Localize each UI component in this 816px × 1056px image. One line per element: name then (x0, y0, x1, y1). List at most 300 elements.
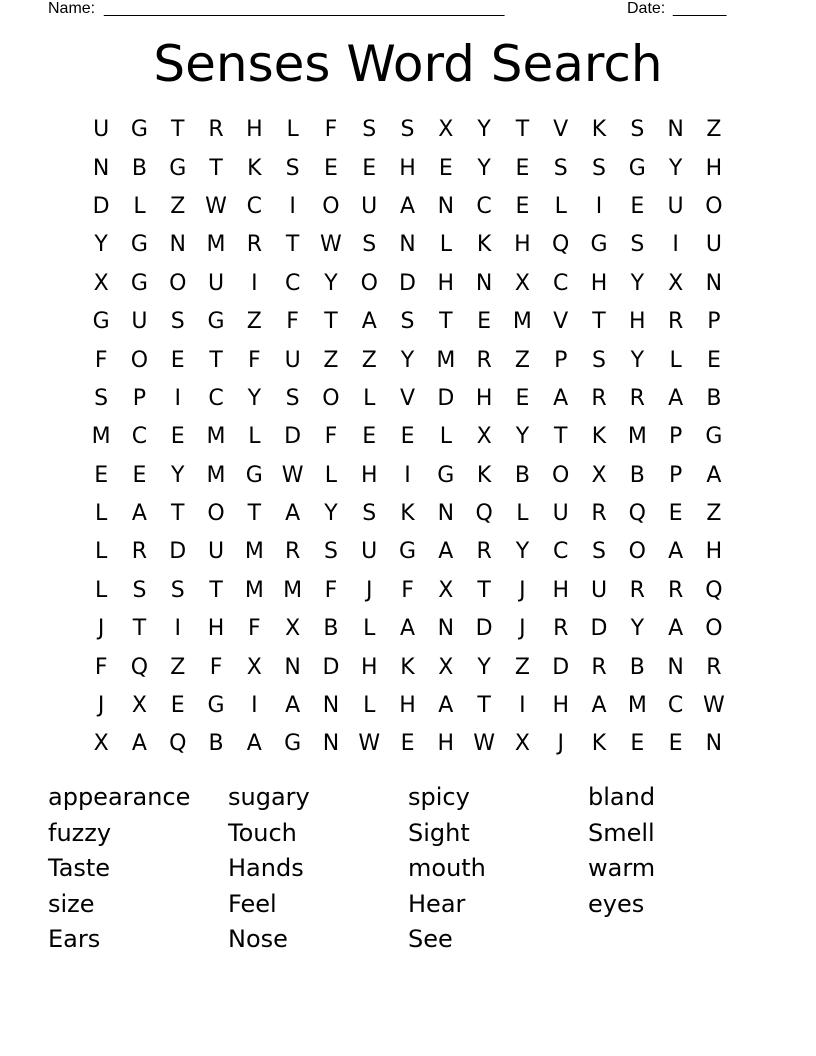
grid-cell: H (514, 232, 531, 258)
grid-cell: H (399, 155, 416, 181)
grid-cell: L (516, 501, 529, 527)
grid-cell: G (169, 155, 187, 181)
grid-cell: L (363, 693, 376, 719)
grid-cell: K (591, 731, 607, 757)
grid-cell: E (515, 385, 530, 411)
grid-cell: A (361, 309, 377, 335)
grid-cell: B (514, 462, 530, 488)
grid-cell: V (553, 117, 569, 143)
grid-cell: Z (323, 347, 339, 373)
grid-cell: Y (324, 501, 338, 527)
word-list-item: Feel (228, 889, 277, 918)
word-list-item: Nose (228, 925, 288, 953)
grid-cell: T (132, 616, 147, 642)
grid-cell: H (552, 577, 569, 603)
grid-cell: D (475, 616, 493, 642)
grid-cell: B (629, 654, 645, 680)
grid-cell: Z (170, 654, 186, 680)
word-list-item: appearance (48, 783, 191, 811)
grid-cell: S (94, 385, 109, 411)
grid-cell: U (552, 501, 569, 527)
grid-cell: P (132, 385, 147, 411)
grid-cell: L (95, 577, 108, 603)
grid-cell: D (399, 270, 416, 296)
grid-cell: U (361, 539, 378, 565)
grid-cell: G (628, 155, 646, 181)
grid-cell: F (248, 616, 261, 642)
grid-cell: S (400, 309, 415, 335)
grid-cell: E (170, 347, 185, 373)
grid-row (82, 111, 734, 149)
grid-cell: X (476, 424, 492, 450)
grid-cell: M (436, 347, 456, 373)
grid-cell: N (475, 270, 493, 296)
grid-cell: N (322, 693, 340, 719)
grid-cell: F (324, 424, 338, 450)
grid-cell: S (362, 117, 377, 143)
grid-cell: T (324, 309, 338, 335)
grid-cell: T (171, 501, 185, 527)
grid-cell: W (205, 193, 227, 219)
grid-cell: E (515, 193, 530, 219)
grid-cell: W (281, 462, 304, 488)
grid-cell: J (97, 693, 105, 719)
grid-cell: D (92, 193, 110, 219)
word-list-item: mouth (408, 854, 486, 882)
grid-cell: R (667, 309, 684, 335)
grid-cell: Z (706, 117, 722, 143)
grid-cell: E (323, 155, 338, 181)
grid-cell: Y (477, 117, 491, 143)
grid-cell: U (705, 232, 722, 258)
grid-cell: S (400, 117, 415, 143)
grid-cell: E (400, 731, 415, 757)
grid-cell: O (360, 270, 378, 296)
grid-cell: A (399, 616, 416, 642)
grid-cell: L (363, 385, 376, 411)
grid-cell: K (476, 462, 492, 488)
grid-cell: F (94, 347, 108, 373)
grid-cell: L (95, 501, 108, 527)
word-list-item: Smell (588, 818, 655, 847)
grid-cell: Q (552, 232, 570, 258)
grid-cell: N (399, 232, 416, 258)
grid-cell: A (438, 539, 454, 565)
grid-cell: Y (630, 616, 645, 642)
grid-cell: S (592, 347, 606, 373)
grid-cell: N (437, 616, 455, 642)
grid-cell: X (591, 462, 607, 488)
grid-cell: A (591, 693, 607, 719)
grid-cell: S (630, 117, 645, 143)
word-list-item: warm (588, 854, 656, 882)
grid-cell: I (251, 270, 258, 296)
grid-cell: F (248, 347, 261, 373)
grid-cell: H (437, 731, 455, 757)
grid-cell: E (438, 155, 453, 181)
grid-cell: U (207, 270, 225, 296)
grid-cell: F (286, 309, 299, 335)
grid-cell: N (169, 232, 186, 258)
grid-cell: M (512, 309, 532, 335)
grid-cell: H (207, 616, 225, 642)
grid-cell: Y (630, 347, 645, 373)
grid-cell: E (170, 693, 185, 719)
grid-cell: H (360, 462, 378, 488)
grid-cell: O (322, 193, 340, 219)
word-list-item: spicy (408, 783, 470, 811)
word-list-item: eyes (588, 889, 645, 918)
grid-cell: M (91, 424, 111, 450)
grid-cell: N (322, 731, 340, 757)
grid-cell: V (399, 385, 416, 411)
grid-cell: R (476, 539, 492, 565)
grid-cell: E (362, 424, 377, 450)
grid-cell: S (285, 155, 300, 181)
grid-cell: T (553, 424, 568, 450)
grid-cell: O (628, 539, 646, 565)
grid-cell: E (362, 155, 377, 181)
grid-cell: X (668, 270, 684, 296)
grid-cell: M (627, 693, 647, 719)
grid-cell: C (284, 270, 301, 296)
grid-cell: Y (324, 270, 338, 296)
grid-cell: G (437, 462, 455, 488)
grid-cell: R (553, 616, 569, 642)
grid-cell: X (514, 270, 530, 296)
grid-cell: N (92, 155, 110, 181)
grid-cell: I (174, 385, 181, 411)
grid-cell: E (132, 462, 147, 488)
grid-cell: A (285, 501, 301, 527)
grid-cell: K (400, 654, 415, 680)
grid-row (82, 533, 734, 571)
grid-cell: W (473, 731, 495, 757)
grid-cell: U (667, 193, 684, 219)
grid-cell: N (437, 193, 455, 219)
word-list-item: bland (588, 783, 656, 811)
grid-cell: T (247, 501, 262, 527)
grid-cell: L (554, 193, 567, 219)
grid-cell: K (400, 501, 415, 527)
grid-cell: C (476, 193, 492, 219)
grid-cell: A (668, 616, 684, 642)
grid-cell: G (398, 539, 417, 565)
grid-cell: R (629, 577, 645, 603)
grid-cell: D (322, 654, 340, 680)
grid-cell: L (95, 539, 108, 565)
grid-cell: L (439, 424, 452, 450)
grid-row (82, 380, 734, 418)
grid-cell: E (668, 731, 683, 757)
grid-cell: C (553, 539, 569, 565)
grid-cell: R (591, 654, 607, 680)
grid-cell: H (360, 654, 378, 680)
grid-cell: T (439, 309, 453, 335)
grid-cell: T (515, 117, 530, 143)
grid-cell: H (552, 693, 569, 719)
grid-cell: R (591, 385, 607, 411)
grid-cell: M (244, 539, 264, 565)
grid-cell: C (667, 693, 684, 719)
grid-cell: L (286, 117, 299, 143)
grid-cell: T (592, 309, 606, 335)
grid-cell: Z (514, 654, 530, 680)
grid-cell: S (630, 232, 645, 258)
header-line (48, 0, 748, 20)
grid-cell: Z (170, 193, 186, 219)
grid-cell: B (706, 385, 722, 411)
grid-cell: O (322, 385, 340, 411)
grid-cell: U (93, 117, 110, 143)
grid-cell: B (323, 616, 339, 642)
grid-cell: Z (706, 501, 722, 527)
grid-cell: M (206, 462, 226, 488)
grid-cell: Z (246, 309, 262, 335)
grid-cell: O (552, 462, 570, 488)
grid-cell: R (131, 539, 148, 565)
grid-cell: X (131, 693, 147, 719)
word-list-item: sugary (228, 783, 310, 811)
grid-cell: N (667, 117, 684, 143)
grid-cell: Q (628, 501, 646, 527)
grid-cell: Y (247, 385, 262, 411)
grid-cell: H (705, 155, 723, 181)
grid-cell: G (92, 309, 110, 335)
grid-cell: U (284, 347, 301, 373)
grid-cell: V (553, 309, 569, 335)
word-list-item: Taste (48, 854, 111, 882)
grid-cell: L (439, 232, 452, 258)
grid-cell: S (362, 501, 377, 527)
grid-cell: B (629, 462, 645, 488)
grid-cell: X (246, 654, 262, 680)
name-label: Name: (48, 0, 96, 17)
date-label: Date: (627, 0, 666, 17)
grid-cell: Y (630, 270, 645, 296)
grid-cell: H (475, 385, 493, 411)
grid-cell: S (362, 232, 377, 258)
grid-cell: K (247, 155, 262, 181)
grid-cell: I (672, 232, 679, 258)
grid-cell: N (284, 654, 301, 680)
grid-row (82, 341, 734, 379)
grid-cell: C (553, 270, 569, 296)
grid-cell: Y (477, 654, 491, 680)
grid-row (82, 265, 734, 303)
grid-cell: G (207, 309, 225, 335)
grid-cell: H (246, 117, 263, 143)
word-list-item: Hands (228, 854, 304, 882)
grid-cell: G (590, 232, 608, 258)
grid-cell: Q (130, 654, 149, 680)
grid-row (82, 418, 734, 456)
grid-cell: L (248, 424, 261, 450)
grid-cell: Y (94, 232, 108, 258)
grid-cell: D (169, 539, 187, 565)
grid-cell: I (404, 462, 411, 488)
grid-cell: P (707, 309, 721, 335)
grid-cell: G (130, 232, 148, 258)
grid-cell: R (476, 347, 492, 373)
grid-cell: Z (361, 347, 377, 373)
grid-cell: X (93, 731, 109, 757)
grid-cell: S (132, 577, 147, 603)
grid-cell: N (437, 501, 455, 527)
grid-cell: U (361, 193, 378, 219)
grid-cell: F (94, 654, 108, 680)
grid-cell: S (285, 385, 300, 411)
grid-cell: X (438, 117, 454, 143)
grid-cell: G (207, 693, 225, 719)
grid-cell: J (557, 731, 564, 757)
grid-cell: T (285, 232, 300, 258)
grid-cell: L (363, 616, 376, 642)
grid-cell: X (514, 731, 530, 757)
grid-row (82, 687, 734, 725)
grid-cell: L (133, 193, 146, 219)
grid-cell: I (251, 693, 258, 719)
grid-row (82, 495, 734, 533)
grid-cell: S (553, 155, 568, 181)
grid-cell: G (284, 731, 302, 757)
grid-cell: R (284, 539, 301, 565)
grid-cell: J (519, 616, 526, 642)
grid-cell: C (131, 424, 148, 450)
grid-cell: F (401, 577, 414, 603)
grid-cell: T (171, 117, 185, 143)
grid-cell: Y (171, 462, 185, 488)
grid-cell: O (705, 193, 723, 219)
grid-cell: A (668, 385, 684, 411)
grid-cell: X (438, 654, 454, 680)
grid-cell: H (590, 270, 608, 296)
grid-cell: J (365, 577, 373, 603)
grid-cell: G (705, 424, 723, 450)
grid-cell: W (358, 731, 381, 757)
grid-cell: U (590, 577, 608, 603)
grid-row (82, 610, 734, 648)
grid-cell: F (324, 577, 338, 603)
grid-cell: G (130, 270, 148, 296)
letter-grid (82, 111, 734, 764)
grid-cell: F (324, 117, 338, 143)
grid-row (82, 303, 734, 341)
grid-cell: E (94, 462, 109, 488)
grid-cell: I (519, 693, 526, 719)
grid-cell: O (705, 616, 723, 642)
grid-cell: G (130, 117, 148, 143)
grid-cell: R (246, 232, 262, 258)
word-list-item: size (48, 889, 95, 918)
word-list-item: Hear (408, 889, 466, 918)
grid-cell: D (552, 654, 570, 680)
grid-cell: N (667, 654, 684, 680)
grid-cell: R (629, 385, 645, 411)
grid-cell: E (170, 424, 185, 450)
grid-cell: P (554, 347, 568, 373)
grid-cell: M (283, 577, 303, 603)
grid-cell: D (590, 616, 608, 642)
grid-cell: T (477, 693, 491, 719)
grid-cell: A (706, 462, 722, 488)
grid-cell: T (209, 347, 223, 373)
word-list-item: fuzzy (48, 818, 112, 847)
word-list (48, 780, 768, 958)
grid-cell: P (668, 424, 683, 450)
grid-row (82, 149, 734, 187)
grid-cell: O (207, 501, 225, 527)
grid-cell: X (93, 270, 109, 296)
grid-cell: X (438, 577, 454, 603)
page-title: Senses Word Search (153, 35, 663, 93)
grid-cell: R (208, 117, 224, 143)
grid-cell: N (705, 270, 723, 296)
grid-cell: R (667, 577, 684, 603)
grid-cell: A (668, 539, 684, 565)
grid-cell: D (437, 385, 455, 411)
grid-cell: E (515, 155, 530, 181)
grid-cell: A (246, 731, 262, 757)
grid-cell: H (437, 270, 455, 296)
word-list-item: Touch (228, 818, 297, 847)
grid-cell: F (209, 654, 223, 680)
word-list-item: See (408, 925, 453, 953)
name-blank: _____________________________________________ (104, 0, 505, 17)
date-blank: ______ (673, 0, 727, 17)
grid-cell: Y (400, 347, 415, 373)
grid-cell: Y (668, 155, 683, 181)
grid-cell: S (592, 539, 606, 565)
grid-cell: M (206, 424, 226, 450)
grid-cell: O (130, 347, 149, 373)
grid-cell: J (519, 577, 526, 603)
grid-cell: A (285, 693, 301, 719)
grid-cell: Z (514, 347, 530, 373)
grid-cell: L (669, 347, 682, 373)
grid-cell: A (399, 193, 416, 219)
grid-cell: I (174, 616, 181, 642)
grid-cell: S (170, 309, 185, 335)
grid-cell: C (208, 385, 224, 411)
grid-row (82, 648, 734, 686)
grid-row (82, 188, 734, 226)
grid-cell: A (131, 731, 147, 757)
grid-cell: T (477, 577, 491, 603)
grid-cell: E (400, 424, 415, 450)
grid-cell: K (591, 424, 607, 450)
grid-cell: D (284, 424, 302, 450)
word-list-item: Ears (48, 925, 101, 953)
grid-cell: E (668, 501, 683, 527)
grid-cell: E (630, 193, 645, 219)
grid-cell: Y (515, 539, 530, 565)
grid-cell: E (630, 731, 645, 757)
grid-cell: W (703, 693, 725, 719)
word-list-item: Sight (408, 818, 470, 847)
grid-row (82, 457, 734, 495)
grid-cell: I (289, 193, 296, 219)
grid-cell: A (553, 385, 569, 411)
grid-cell: Y (477, 155, 491, 181)
grid-row (82, 725, 734, 763)
grid-cell: T (209, 577, 223, 603)
grid-cell: B (131, 155, 147, 181)
grid-cell: M (206, 232, 226, 258)
grid-cell: A (438, 693, 454, 719)
grid-cell: I (595, 193, 603, 219)
grid-cell: H (399, 693, 416, 719)
